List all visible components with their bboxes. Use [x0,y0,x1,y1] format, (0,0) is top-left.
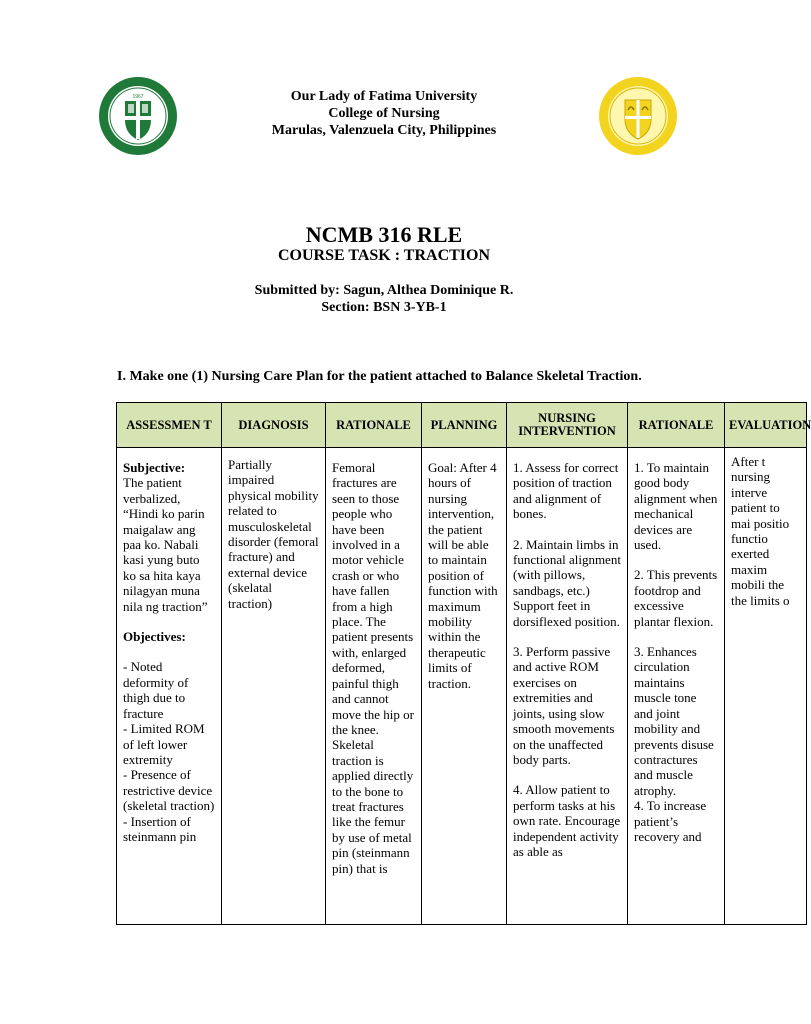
course-code: NCMB 316 RLE [305,222,463,247]
header-rationale-2: RATIONALE [628,403,725,448]
list-item: - Insertion of steinmann pin [123,813,197,844]
header-planning: PLANNING [422,403,507,448]
evaluation-cell: After t nursing interve patient to mai positio functio exerted maxim mobili the the limits o [725,448,807,925]
document-header [0,88,768,139]
course-task-title: COURSE TASK : TRACTION [277,247,491,264]
header-nursing-intervention: NURSING INTERVENTION [507,403,628,448]
submission-info [0,282,768,316]
list-item: 2. Maintain limbs in functional alignment (with pillows, sandbags, etc.) Support feet in dorsiflexed position. [513,536,621,629]
section: Section: BSN 3-YB-1 [321,300,447,315]
header-rationale: RATIONALE [326,403,422,448]
college-name: College of Nursing [328,106,440,121]
planning-cell: Goal: After 4 hours of nursing intervention, the patient will be able to maintain position of function with maximum mobility within the therapeutic limits of traction. [422,448,507,925]
list-item: - Presence of restrictive device (skeletal traction) [123,767,215,814]
header-evaluation: EVALUATION [725,403,807,448]
list-item: 4. Allow patient to perform tasks at his own rate. Encourage independent activity as able as [513,782,621,859]
header-diagnosis: DIAGNOSIS [222,403,326,448]
nursing-care-plan-table [116,402,811,925]
list-item: - Limited ROM of left lower extremity [123,721,205,767]
svg-text:1967: 1967 [132,94,144,100]
care-plan-table-viewport [116,402,811,1024]
rationale-cell: Femoral fractures are seen to those people who have been involved in a motor vehicle crash or who have fallen from a high place. The patient presents with, enlarged deformed, painful thigh and cannot move the hip or the knee. Skeletal traction is applied directly to the bone to treat fractures like the femur by use of metal pin (steinmann pin) that is [326,448,422,925]
university-address: Marulas, Valenzuela City, Philippines [271,123,497,138]
list-item: - Noted deformity of thigh due to fracture [123,659,189,721]
instruction-text: I. Make one (1) Nursing Care Plan for the patient attached to Balance Skeletal Traction. [117,369,642,384]
university-name: Our Lady of Fatima University [290,89,478,104]
list-item: 1. Assess for correct position of traction and alignment of bones. [513,460,619,522]
table-row [117,448,807,925]
subjective-text: The patient verbalized, “Hindi ko parin maigalaw ang paa ko. Nabali kasi yung buto ko sa hita kaya nilagyan muna nila ng traction” [123,475,208,614]
intervention-cell [507,448,628,925]
header-assessment: ASSESSMEN T [117,403,222,448]
submitted-by: Submitted by: Sagun, Althea Dominique R. [254,283,514,298]
list-item: 1. To maintain good body alignment when mechanical devices are used. [634,460,718,553]
intervention-rationale-cell [628,448,725,925]
list-item: 3. Enhances circulation maintains muscle tone and joint mobility and prevents disuse contractures and muscle atrophy. [634,644,714,798]
assessment-cell [117,448,222,925]
list-item: 2. This prevents footdrop and excessive plantar flexion. [634,567,718,629]
objectives-list [123,659,215,844]
table-header-row [117,403,807,448]
list-item: 3. Perform passive and active ROM exercises on extremities and joints, using slow smooth movements on the unaffected body parts. [513,644,615,767]
subjective-label: Subjective: [123,460,186,475]
list-item: 4. To increase patient’s recovery and [634,798,707,844]
objectives-label: Objectives: [123,629,186,645]
diagnosis-cell: Partially impaired physical mobility related to musculoskeletal disorder (femoral fracture) and external device (skelatal traction) [222,448,326,925]
